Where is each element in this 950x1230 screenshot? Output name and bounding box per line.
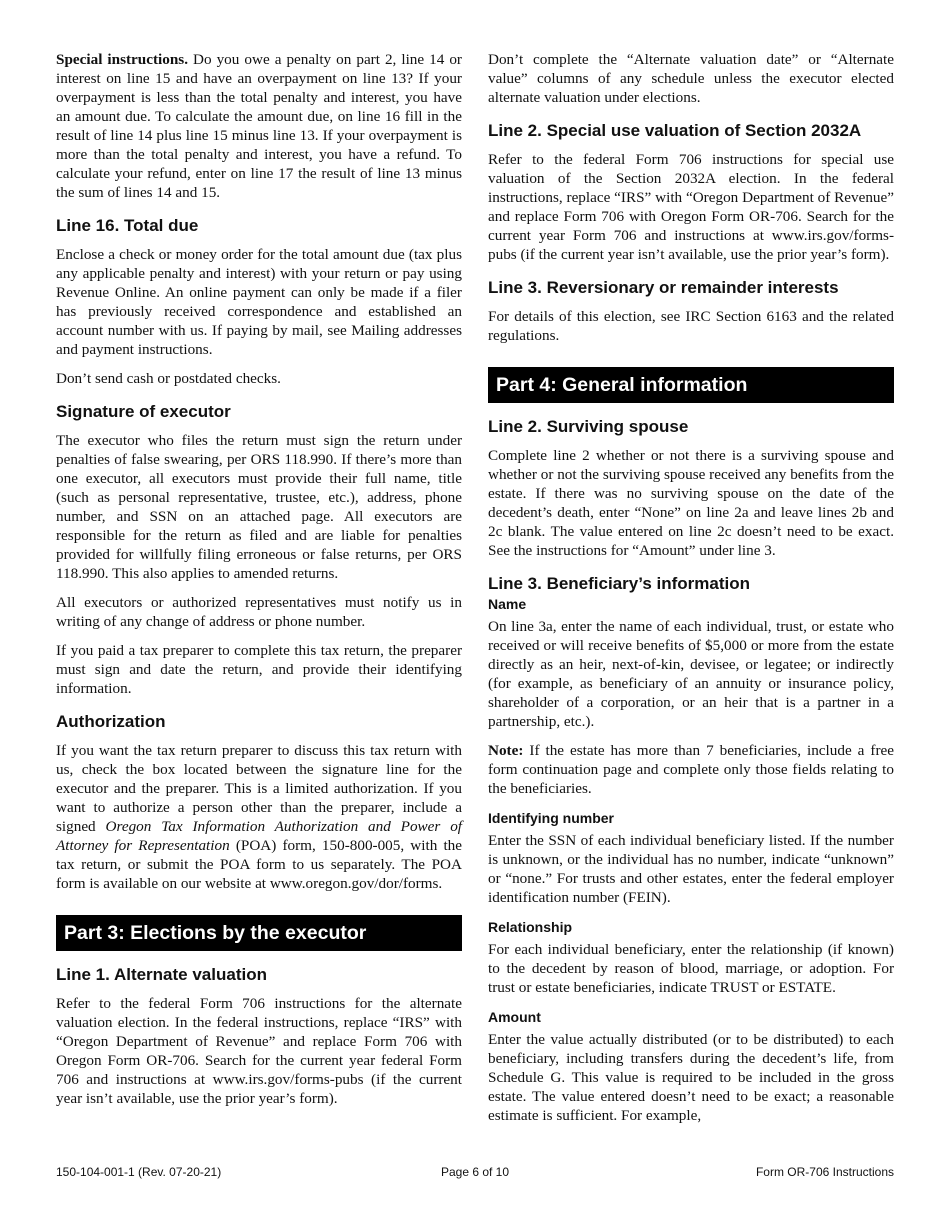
line3-paragraph: For details of this election, see IRC Section 6163 and the related regulations.: [488, 308, 894, 344]
signature-paragraph-1: The executor who files the return must sign the return under penalties of false swearing, per ORS 118.990. If there’s more than one executor, all executors must provide their full name, title (such as personal representative, trustee, etc.), address, phone number, and SSN on an attached page. All executors are responsible for the return as filed and are liable for penalties provided for willfully filing erroneous or false returns, per ORS 118.990. This also applies to amended returns.: [56, 432, 462, 582]
line2-paragraph: Refer to the federal Form 706 instructions for special use valuation of the Section 2032A election. In the federal instructions, replace “IRS” with “Oregon Department of Revenue” and replace Form 706 with Oregon Form OR-706. Search for the current year Form 706 and instructions at www.irs.gov/forms-pubs (if the current year isn’t available, use the prior year’s form).: [488, 151, 894, 263]
amount-paragraph: Enter the value actually distributed (or to be distributed) to each beneficiary, including transfers during the decedent’s life, from Schedule G. This value is required to be included in the gross estate. The value entered doesn’t need to be exact; a reasonable estimate is sufficient. For example,: [488, 1031, 894, 1124]
name-subheading: Name: [488, 596, 527, 612]
part4-heading-bar: Part 4: General information: [488, 367, 894, 403]
special-instructions: [56, 50, 462, 202]
surviving-spouse-heading: Line 2. Surviving spouse: [488, 417, 689, 436]
special-instructions-lead: Special instructions.: [56, 51, 189, 68]
alternate-valuation-paragraph: Don’t complete the “Alternate valuation date” or “Alternate value” columns of any schedule unless the executor elected alternate valuation under elections.: [488, 51, 894, 106]
part3-heading-bar: Part 3: Elections by the executor: [56, 915, 462, 951]
line2-heading: Line 2. Special use valuation of Section 2032A: [488, 121, 862, 140]
authorization-text-a: If you want the tax return preparer to discuss this tax return with us, check the box located between the signature line for the executor and the preparer. This is a limited authorization. If you want to authorize a person other than the preparer, include a signed: [56, 742, 462, 835]
line3-heading: Line 3. Reversionary or remainder interests: [488, 278, 839, 297]
note-paragraph: [488, 741, 894, 798]
signature-paragraph-2: All executors or authorized representatives must notify us in writing of any change of address or phone number.: [56, 594, 462, 630]
footer-form-number: 150-104-001-1 (Rev. 07-20-21): [56, 1165, 222, 1179]
line1-heading: Line 1. Alternate valuation: [56, 965, 267, 984]
relationship-paragraph: For each individual beneficiary, enter the relationship (if known) to the decedent by reason of blood, marriage, or adoption. For trust or estate beneficiaries, indicate TRUST or ESTATE.: [488, 941, 894, 996]
signature-paragraph-3: If you paid a tax preparer to complete this tax return, the preparer must sign and date the return, and provide their identifying information.: [56, 642, 462, 697]
amount-subheading: Amount: [488, 1009, 541, 1025]
authorization-text-b: (POA) form, 150-800-005, with the tax return, or submit the POA form to us separately. The POA form is available on our website at www.oregon.gov/dor/forms.: [56, 837, 462, 892]
special-instructions-text: Do you owe a penalty on part 2, line 14 or interest on line 15 and have an overpayment on line 13? If your overpayment is less than the total penalty and interest, you have an amount due. To calculate the amount due, on line 16 fill in the result of line 14 plus line 15 minus line 13. If your overpayment is more than the total penalty and interest, you have a refund. To calculate your refund, enter on line 17 the result of line 13 minus the sum of lines 14 and 15.: [56, 51, 462, 201]
page-footer: [56, 1165, 894, 1181]
authorization-heading: Authorization: [56, 712, 166, 731]
signature-heading: Signature of executor: [56, 402, 231, 421]
right-column: [488, 50, 894, 1135]
relationship-subheading: Relationship: [488, 919, 573, 935]
left-column: [56, 50, 462, 1118]
poa-form-title: Oregon Tax Information Authorization and Power of Attorney for Representation: [56, 818, 463, 854]
line16-paragraph-1: Enclose a check or money order for the total amount due (tax plus any applicable penalty and interest) with your return or pay using Revenue Online. An online payment can only be made if a filer has previously received correspondence and established an account number with us. If paying by mail, see Mailing addresses and payment instructions.: [56, 246, 462, 358]
identifying-number-subheading: Identifying number: [488, 810, 614, 826]
footer-page-number: Page 6 of 10: [440, 1165, 510, 1179]
footer-form-title: Form OR-706 Instructions: [755, 1165, 894, 1179]
note-lead: Note:: [488, 742, 524, 759]
identifying-number-paragraph: Enter the SSN of each individual beneficiary listed. If the number is unknown, or the individual has no number, indicate “unknown” or “none.” For trusts and other estates, enter the federal employer identification number (FEIN).: [488, 832, 894, 906]
line16-paragraph-2: Don’t send cash or postdated checks.: [56, 370, 281, 387]
name-paragraph: On line 3a, enter the name of each individual, trust, or estate who received or will receive benefits of $5,000 or more from the estate directly as an heir, next-of-kin, devisee, or legatee; or indirectly (for example, as beneficiary of an annuity or insurance policy, shareholder of a corporation, or an heir that is a partner in a partnership, etc.).: [488, 618, 894, 730]
line16-heading: Line 16. Total due: [56, 216, 199, 235]
beneficiary-heading: Line 3. Beneficiary’s information: [488, 574, 750, 593]
authorization-paragraph: [56, 741, 462, 893]
note-text: If the estate has more than 7 beneficiaries, include a free form continuation page and complete only those fields relating to the beneficiaries.: [488, 742, 894, 797]
line1-paragraph: Refer to the federal Form 706 instructions for the alternate valuation election. In the federal instructions, replace “IRS” with “Oregon Department of Revenue” and replace Form 706 with Oregon Form OR-706. Search for the current year federal Form 706 and instructions at www.irs.gov/forms-pubs (if the current year isn’t available, use the prior year’s form).: [56, 995, 462, 1107]
surviving-spouse-paragraph: Complete line 2 whether or not there is a surviving spouse and whether or not the surviving spouse received any benefits from the estate. If there was no surviving spouse on the date of the decedent’s death, enter “None” on line 2a and leave lines 2b and 2c blank. The value entered on line 2c doesn’t need to be exact. See the instructions for “Amount” under line 3.: [488, 447, 894, 559]
